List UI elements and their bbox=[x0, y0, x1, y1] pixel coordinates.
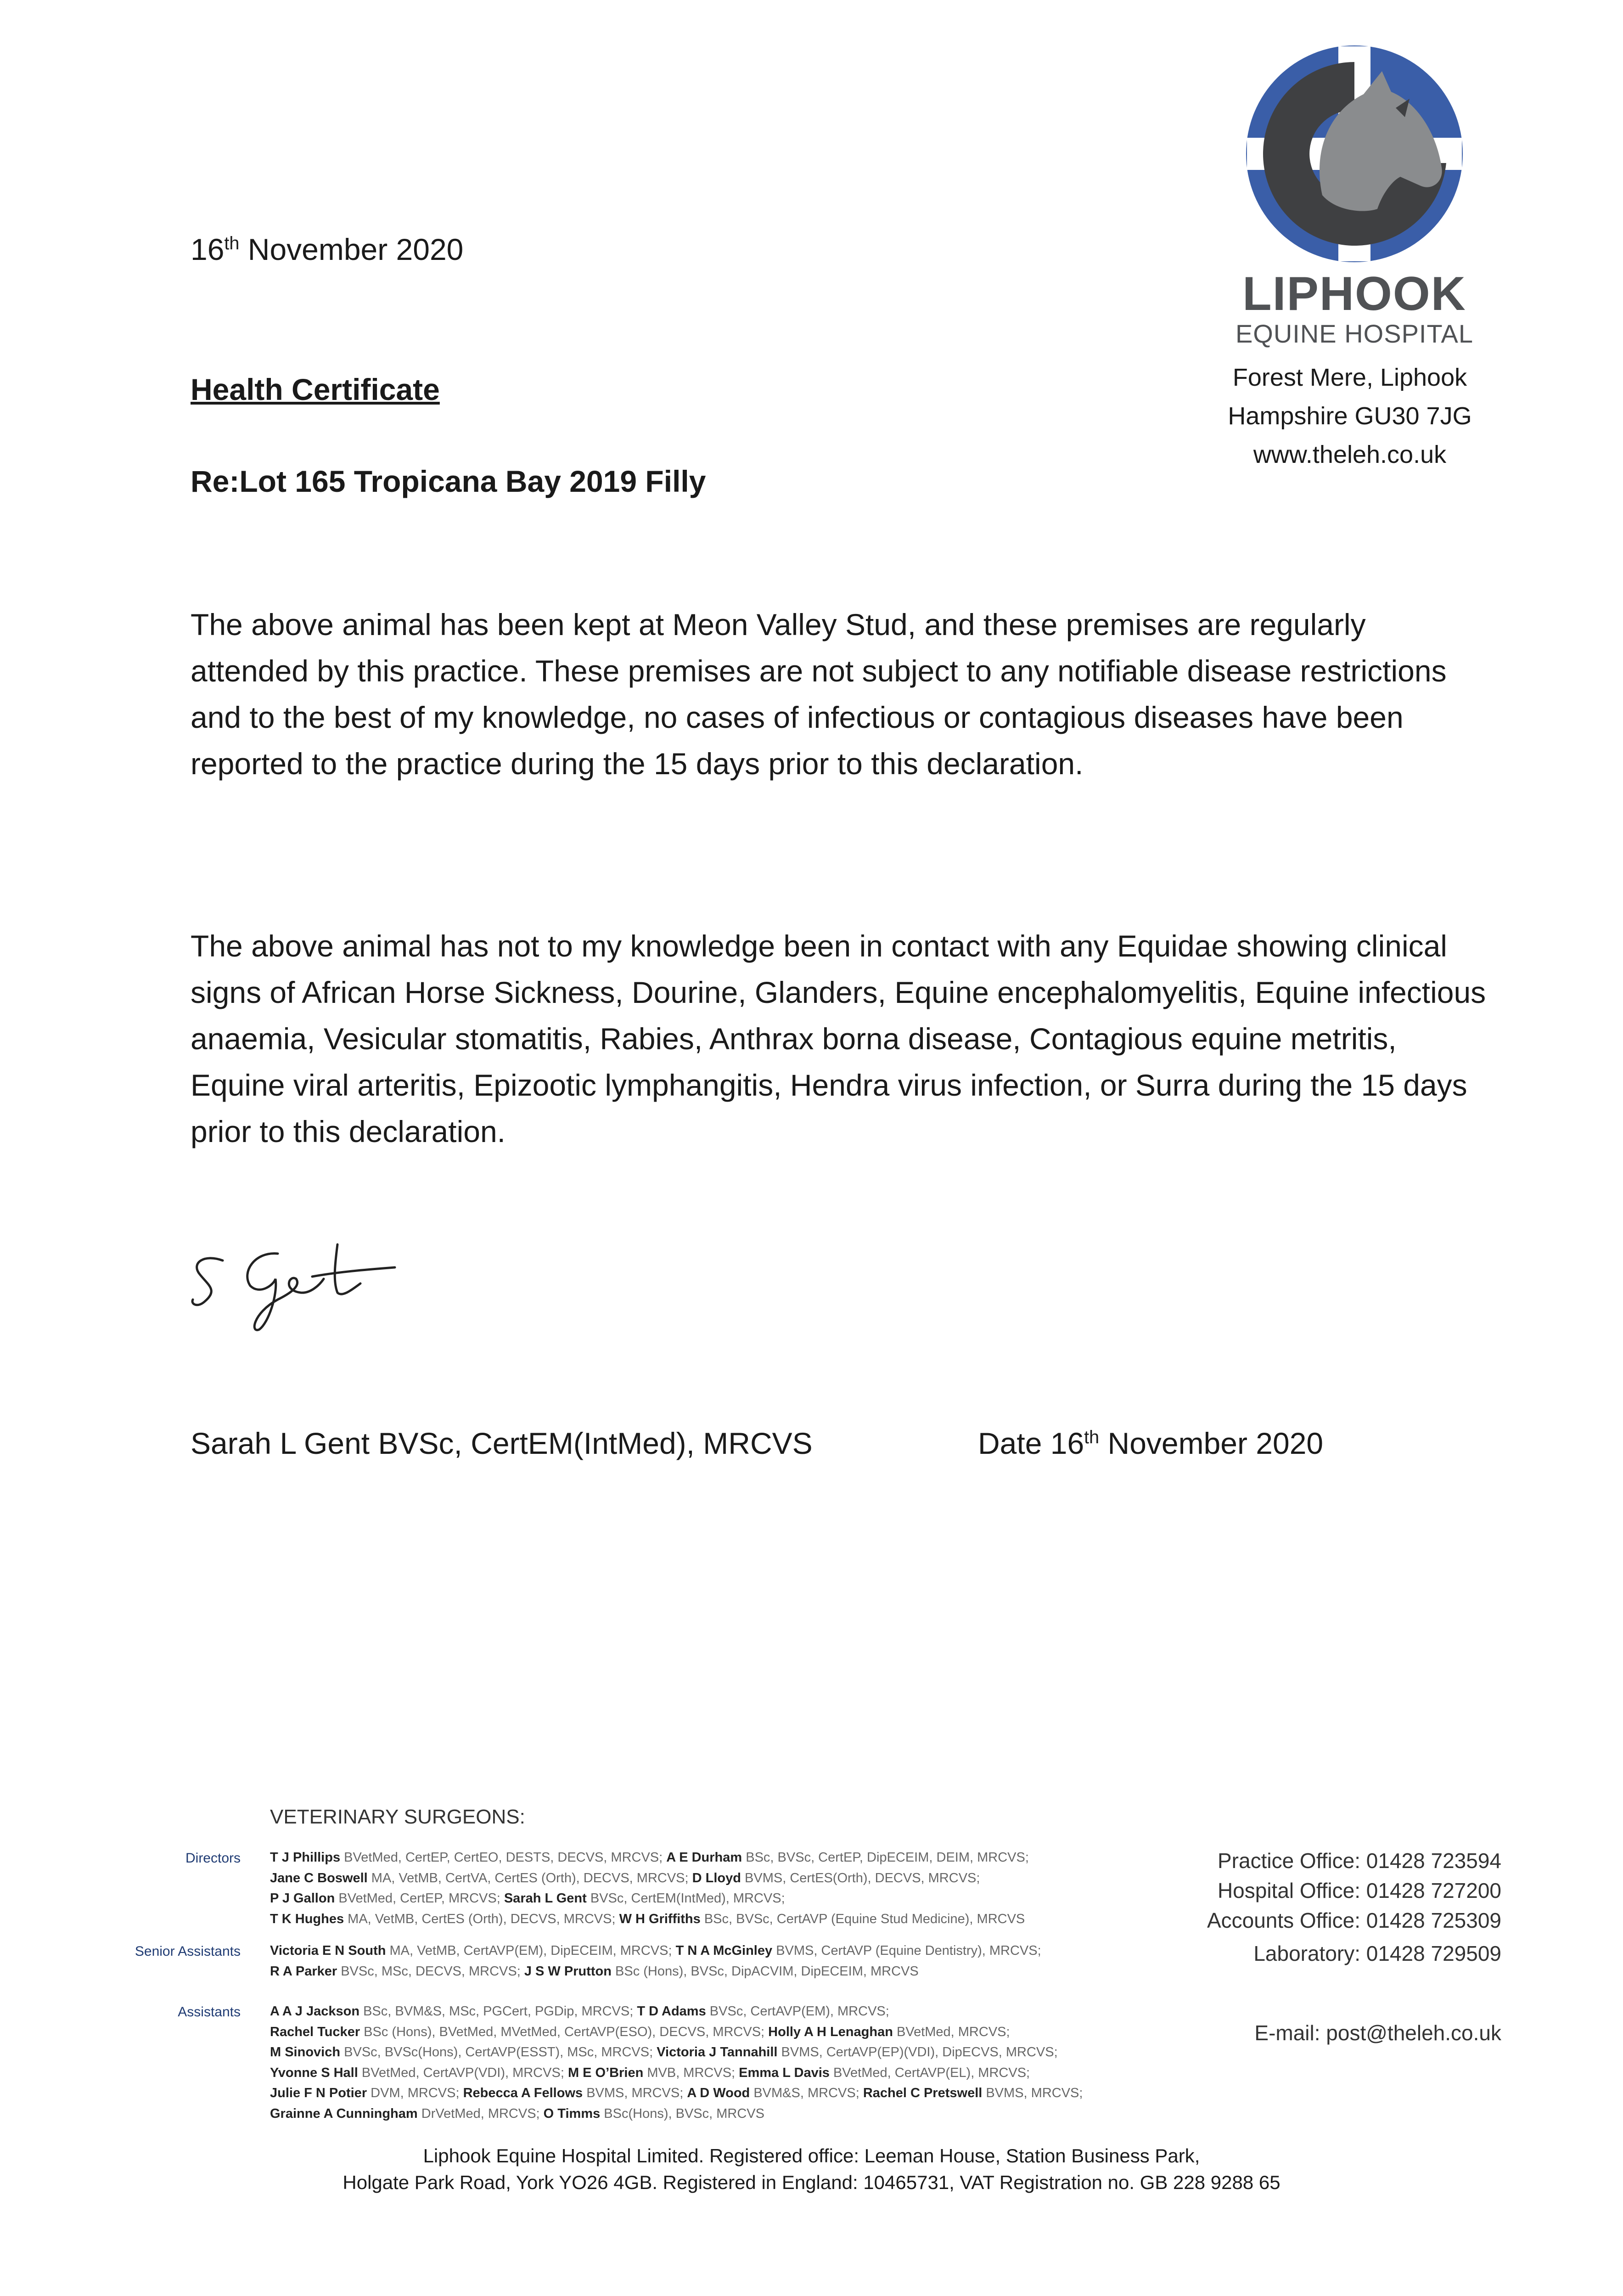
surgeon-qualifications: BVetMed, CertAVP(EL), MRCVS; bbox=[829, 2065, 1030, 2080]
surgeon-name: Jane C Boswell bbox=[270, 1870, 368, 1885]
surgeon-qualifications: MA, VetMB, CertAVP(EM), DipECEIM, MRCVS; bbox=[386, 1943, 676, 1958]
senior-assistants-list bbox=[270, 1941, 1170, 1981]
practice-office-phone: Practice Office: 01428 723594 bbox=[1217, 1849, 1501, 1873]
signature-date: Date 16th November 2020 bbox=[978, 1426, 1324, 1460]
surgeon-line bbox=[270, 1941, 1170, 1961]
surgeon-name: T D Adams bbox=[637, 2004, 706, 2019]
surgeon-name: Yvonne S Hall bbox=[270, 2065, 358, 2080]
surgeon-name: A E Durham bbox=[666, 1850, 742, 1865]
surgeon-line bbox=[270, 2063, 1170, 2083]
surgeon-line bbox=[270, 2104, 1170, 2124]
surgeon-qualifications: BSc(Hons), BVSc, MRCVS bbox=[600, 2106, 764, 2121]
surgeon-line bbox=[270, 1868, 1170, 1889]
surgeon-qualifications: DVM, MRCVS; bbox=[367, 2086, 463, 2100]
text-line: signs of African Horse Sickness, Dourine, Glanders, Equine encephalomyelitis, Equine infectious bbox=[191, 975, 1486, 1009]
declaration-paragraph-2 bbox=[191, 923, 1522, 1155]
surgeon-name: M E O’Brien bbox=[567, 2065, 644, 2080]
document-heading: Health Certificate bbox=[191, 372, 440, 406]
surgeon-qualifications: BVSc, MSc, DECVS, MRCVS; bbox=[337, 1964, 524, 1979]
surgeon-line bbox=[270, 2001, 1170, 2022]
surgeon-name: P J Gallon bbox=[270, 1891, 335, 1906]
logo-name: LIPHOOK bbox=[1242, 267, 1466, 321]
directors-list bbox=[270, 1847, 1170, 1929]
surgeon-name: Victoria E N South bbox=[270, 1943, 386, 1958]
footer-line-1: Liphook Equine Hospital Limited. Registered office: Leeman House, Station Business Park, bbox=[423, 2145, 1200, 2167]
surgeon-name: Sarah L Gent bbox=[504, 1891, 587, 1906]
surgeon-line bbox=[270, 1847, 1170, 1868]
surgeon-qualifications: BVetMed, CertEP, MRCVS; bbox=[335, 1891, 504, 1906]
surgeon-qualifications: BVSc, CertAVP(EM), MRCVS; bbox=[706, 2004, 889, 2019]
surgeon-qualifications: BVetMed, MRCVS; bbox=[893, 2024, 1010, 2039]
text-line: anaemia, Vesicular stomatitis, Rabies, Anthrax borna disease, Contagious equine metritis, bbox=[191, 1022, 1397, 1056]
surgeon-name: A A J Jackson bbox=[270, 2004, 360, 2019]
surgeon-name: Rebecca A Fellows bbox=[463, 2086, 583, 2100]
text-line: prior to this declaration. bbox=[191, 1114, 506, 1148]
text-line: reported to the practice during the 15 days prior to this declaration. bbox=[191, 747, 1084, 781]
group-label-assistants: Assistants bbox=[178, 2004, 241, 2020]
horse-cross-logo-icon bbox=[1244, 44, 1465, 264]
text-line: and to the best of my knowledge, no cases of infectious or contagious diseases have been bbox=[191, 700, 1404, 734]
surgeon-qualifications: MVB, MRCVS; bbox=[643, 2065, 739, 2080]
text-line: The above animal has not to my knowledge been in contact with any Equidae showing clinical bbox=[191, 929, 1447, 963]
surgeon-name: M Sinovich bbox=[270, 2045, 341, 2060]
surgeon-name: Rachel Tucker bbox=[270, 2024, 360, 2039]
surgeon-qualifications: BSc, BVSc, CertAVP (Equine Stud Medicine), MRCVS bbox=[700, 1911, 1025, 1926]
hospital-office-phone: Hospital Office: 01428 727200 bbox=[1217, 1879, 1501, 1902]
surgeon-line bbox=[270, 2022, 1170, 2043]
address-line-1: Forest Mere, Liphook bbox=[1232, 364, 1467, 391]
footer-line-2: Holgate Park Road, York YO26 4GB. Registered in England: 10465731, VAT Registration no. GB 228 9288 65 bbox=[343, 2172, 1280, 2193]
surgeon-name: Victoria J Tannahill bbox=[657, 2045, 778, 2060]
surgeon-line bbox=[270, 2083, 1170, 2104]
surgeon-name: D Lloyd bbox=[692, 1870, 741, 1885]
surgeon-line bbox=[270, 1888, 1170, 1909]
surgeon-line bbox=[270, 1961, 1170, 1982]
surgeon-name: Rachel C Pretswell bbox=[863, 2086, 983, 2100]
surgeon-qualifications: BSc, BVSc, CertEP, DipECEIM, DEIM, MRCVS; bbox=[742, 1850, 1029, 1865]
surgeon-name: Emma L Davis bbox=[739, 2065, 830, 2080]
surgeon-qualifications: BSc (Hons), BVSc, DipACVIM, DipECEIM, MRCVS bbox=[611, 1964, 919, 1979]
logo-subtitle: EQUINE HOSPITAL bbox=[1235, 319, 1474, 348]
accounts-office-phone: Accounts Office: 01428 725309 bbox=[1207, 1908, 1501, 1932]
text-line: Equine viral arteritis, Epizootic lymphangitis, Hendra virus infection, or Surra during the 15 days bbox=[191, 1068, 1467, 1102]
contact-email[interactable]: E-mail: post@theleh.co.uk bbox=[1254, 2021, 1501, 2045]
surgeon-name: O Timms bbox=[543, 2106, 601, 2121]
surgeon-qualifications: BVMS, CertES(Orth), DECVS, MRCVS; bbox=[741, 1870, 980, 1885]
hospital-address bbox=[1175, 358, 1524, 474]
surgeon-line bbox=[270, 2042, 1170, 2063]
text-line: attended by this practice. These premises are not subject to any notifiable disease restrictions bbox=[191, 654, 1447, 688]
assistants-list bbox=[270, 2001, 1170, 2124]
group-label-senior-assistants: Senior Assistants bbox=[135, 1944, 241, 1959]
surgeon-qualifications: BVMS, CertAVP (Equine Dentistry), MRCVS; bbox=[772, 1943, 1041, 1958]
website-link[interactable]: www.theleh.co.uk bbox=[1253, 441, 1447, 468]
surgeon-name: A D Wood bbox=[687, 2086, 750, 2100]
surgeon-qualifications: DrVetMed, MRCVS; bbox=[417, 2106, 544, 2121]
surgeon-qualifications: BVSc, CertEM(IntMed), MRCVS; bbox=[586, 1891, 785, 1906]
group-label-directors: Directors bbox=[185, 1851, 241, 1866]
surgeon-qualifications: BVMS, MRCVS; bbox=[583, 2086, 687, 2100]
surgeon-qualifications: BVMS, CertAVP(EP)(VDI), DipECVS, MRCVS; bbox=[777, 2045, 1058, 2060]
surgeon-name: R A Parker bbox=[270, 1964, 337, 1979]
surgeon-name: Grainne A Cunningham bbox=[270, 2106, 418, 2121]
registration-footer bbox=[0, 2143, 1623, 2196]
surgeon-line bbox=[270, 1909, 1170, 1930]
surgeon-qualifications: MA, VetMB, CertVA, CertES (Orth), DECVS, MRCVS; bbox=[367, 1870, 692, 1885]
vet-surgeons-heading: VETERINARY SURGEONS: bbox=[270, 1806, 525, 1828]
address-line-2: Hampshire GU30 7JG bbox=[1228, 402, 1472, 430]
company-logo bbox=[1235, 44, 1474, 349]
surgeon-qualifications: BVetMed, CertAVP(VDI), MRCVS; bbox=[358, 2065, 568, 2080]
surgeon-qualifications: BVSc, BVSc(Hons), CertAVP(ESST), MSc, MRCVS; bbox=[340, 2045, 657, 2060]
letter-date: 16th November 2020 bbox=[191, 232, 464, 266]
signatory-name: Sarah L Gent BVSc, CertEM(IntMed), MRCVS bbox=[191, 1426, 813, 1460]
surgeon-qualifications: BSc, BVM&S, MSc, PGCert, PGDip, MRCVS; bbox=[359, 2004, 637, 2019]
text-line: The above animal has been kept at Meon Valley Stud, and these premises are regularly bbox=[191, 608, 1366, 642]
surgeon-name: W H Griffiths bbox=[619, 1911, 701, 1926]
surgeon-name: T K Hughes bbox=[270, 1911, 344, 1926]
surgeon-name: Julie F N Potier bbox=[270, 2086, 367, 2100]
handwritten-signature bbox=[186, 1235, 406, 1341]
surgeon-name: T J Phillips bbox=[270, 1850, 341, 1865]
surgeon-qualifications: BVM&S, MRCVS; bbox=[750, 2086, 863, 2100]
laboratory-phone: Laboratory: 01428 729509 bbox=[1253, 1941, 1501, 1965]
surgeon-qualifications: BSc (Hons), BVetMed, MVetMed, CertAVP(ESO), DECVS, MRCVS; bbox=[360, 2024, 769, 2039]
surgeon-qualifications: BVMS, MRCVS; bbox=[982, 2086, 1083, 2100]
surgeon-name: Holly A H Lenaghan bbox=[768, 2024, 893, 2039]
surgeon-name: J S W Prutton bbox=[524, 1964, 612, 1979]
surgeon-qualifications: BVetMed, CertEP, CertEO, DESTS, DECVS, MRCVS; bbox=[340, 1850, 667, 1865]
declaration-paragraph-1 bbox=[191, 602, 1522, 787]
surgeon-name: T N A McGinley bbox=[675, 1943, 773, 1958]
surgeon-qualifications: MA, VetMB, CertES (Orth), DECVS, MRCVS; bbox=[344, 1911, 619, 1926]
subject-line: Re:Lot 165 Tropicana Bay 2019 Filly bbox=[191, 464, 706, 498]
